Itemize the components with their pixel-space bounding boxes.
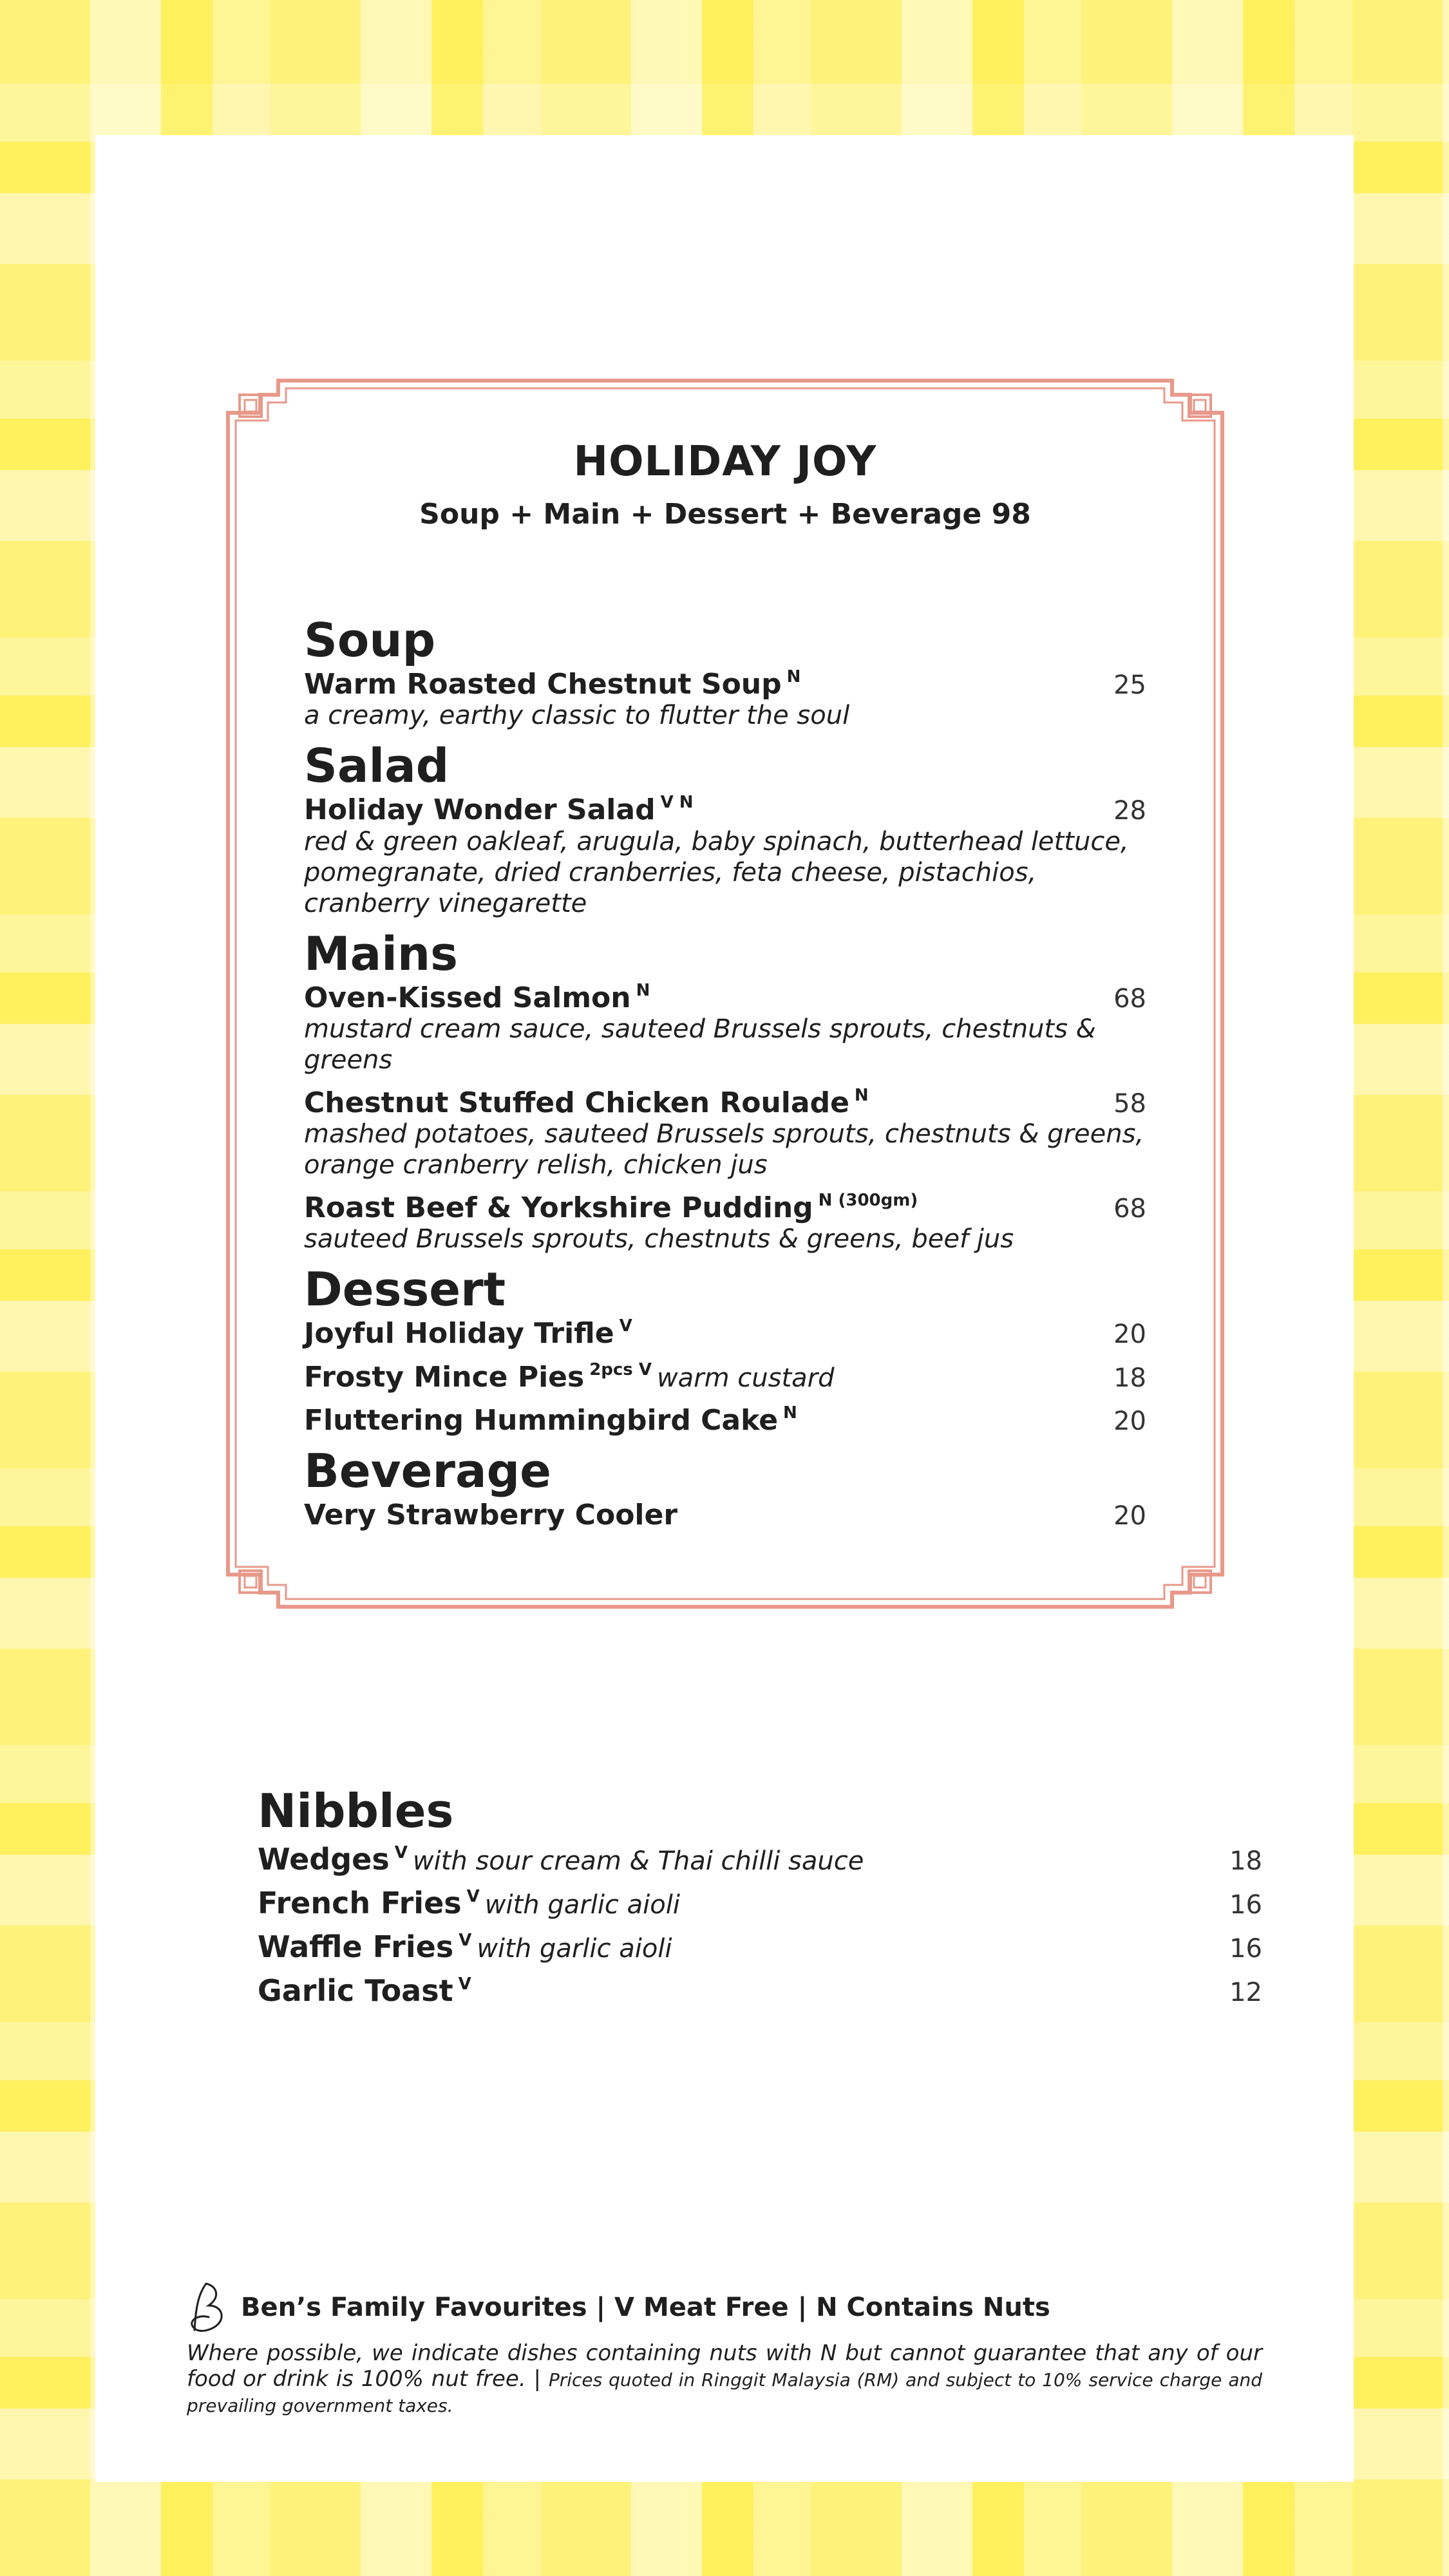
item-tags: V <box>458 1975 471 1994</box>
legend-text: Ben’s Family Favourites | V Meat Free | N Contains Nuts <box>241 2293 1050 2322</box>
item-price: 18 <box>1113 1363 1146 1393</box>
nibbles-heading: Nibbles <box>258 1784 454 1838</box>
item-description: sauteed Brussels sprouts, chestnuts & greens, beef jus <box>304 1224 1014 1255</box>
item-description: mustard cream sauce, sauteed Brussels sprouts, chestnuts & greens <box>304 1014 1096 1075</box>
set-menu-subtitle: Soup + Main + Dessert + Beverage 98 <box>419 498 1031 531</box>
item-name: Waffle Fries <box>258 1929 454 1964</box>
item-price: 68 <box>1113 1194 1146 1224</box>
menu-item <box>304 1361 1146 1393</box>
item-tags: 2pcs V <box>589 1359 652 1379</box>
item-tags: N <box>786 667 801 687</box>
section-heading: Mains <box>304 926 459 981</box>
menu-item <box>304 1087 1146 1180</box>
item-tags: V <box>459 1931 472 1950</box>
item-name: Garlic Toast <box>258 1973 453 2008</box>
menu-item <box>304 794 1146 918</box>
section-mains <box>304 926 1146 1255</box>
item-name: French Fries <box>258 1886 462 1920</box>
menu-item <box>304 982 1146 1075</box>
item-tags: N <box>854 1085 869 1105</box>
item-inline-description: with garlic aioli <box>484 1890 680 1920</box>
section-heading: Dessert <box>304 1262 506 1317</box>
item-name: Joyful Holiday Trifle <box>304 1317 614 1350</box>
item-tags: V <box>619 1316 632 1336</box>
item-name: Oven-Kissed Salmon <box>304 981 631 1014</box>
disclaimer-main: Where possible, we indicate dishes containing nuts with N but cannot guarantee that any of our food or drink is 100% nut free. | <box>187 2340 1262 2392</box>
section-heading: Salad <box>304 739 450 793</box>
nibbles-section <box>258 1784 1262 2017</box>
section-heading: Soup <box>304 613 436 667</box>
menu-title: HOLIDAY JOY <box>573 438 877 486</box>
item-price: 20 <box>1113 1406 1146 1436</box>
menu-item <box>304 1499 1146 1531</box>
item-price: 16 <box>1229 1934 1262 1964</box>
menu-item <box>304 1318 1146 1349</box>
item-name: Warm Roasted Chestnut Soup <box>304 668 782 701</box>
section-beverage <box>304 1444 1146 1532</box>
item-price: 58 <box>1113 1088 1146 1119</box>
bens-b-logo-icon <box>187 2280 232 2335</box>
menu-item <box>304 668 1146 731</box>
menu-item <box>304 1405 1146 1436</box>
item-tags: V <box>466 1887 480 1906</box>
item-tags: N <box>636 980 650 1000</box>
section-dessert <box>304 1262 1146 1437</box>
item-tags: N <box>783 1403 797 1423</box>
nibbles-item <box>258 1973 1262 2008</box>
item-price: 12 <box>1229 1978 1262 2007</box>
section-soup <box>304 613 1146 731</box>
item-description: a creamy, earthy classic to flutter the soul <box>304 701 850 731</box>
footer <box>187 2280 1262 2418</box>
item-inline-description: with sour cream & Thai chilli sauce <box>412 1846 864 1876</box>
item-name: Roast Beef & Yorkshire Pudding <box>304 1191 813 1225</box>
nibbles-item <box>258 1842 1262 1877</box>
item-name: Holiday Wonder Salad <box>304 793 656 827</box>
section-salad <box>304 739 1146 918</box>
legend-row <box>187 2280 1262 2335</box>
item-name: Chestnut Stuffed Chicken Roulade <box>304 1086 849 1119</box>
menu-item <box>304 1192 1146 1255</box>
item-inline-description: warm custard <box>656 1363 835 1393</box>
nibbles-item <box>258 1929 1262 1964</box>
item-tags: V <box>394 1843 408 1862</box>
item-price: 20 <box>1113 1501 1146 1531</box>
set-menu-list <box>304 613 1146 1542</box>
item-name: Frosty Mince Pies <box>304 1360 585 1394</box>
item-tags: V N <box>660 793 694 813</box>
item-price: 18 <box>1229 1846 1262 1876</box>
item-price: 16 <box>1229 1890 1262 1920</box>
item-description: red & green oakleaf, arugula, baby spinach, butterhead lettuce, pomegranate, dried cranberries, feta cheese, pistachios, cranberry vinegarette <box>304 826 1129 918</box>
item-name: Wedges <box>258 1842 390 1877</box>
item-description: mashed potatoes, sauteed Brussels sprouts, chestnuts & greens, orange cranberry relish, chicken jus <box>304 1119 1144 1180</box>
item-price: 20 <box>1113 1320 1146 1350</box>
section-heading: Beverage <box>304 1444 551 1499</box>
item-price: 28 <box>1113 796 1146 826</box>
item-inline-description: with garlic aioli <box>477 1934 672 1964</box>
disclaimer <box>187 2340 1262 2418</box>
item-name: Very Strawberry Cooler <box>304 1499 678 1532</box>
item-name: Fluttering Hummingbird Cake <box>304 1403 779 1437</box>
item-price: 68 <box>1113 983 1146 1014</box>
disclaimer-prices: Prices quoted in Ringgit Malaysia (RM) and subject to 10% service charge and prevailing government taxes. <box>187 2369 1263 2417</box>
item-tags: N (300gm) <box>818 1191 918 1211</box>
item-price: 25 <box>1113 670 1146 700</box>
nibbles-item <box>258 1886 1262 1920</box>
